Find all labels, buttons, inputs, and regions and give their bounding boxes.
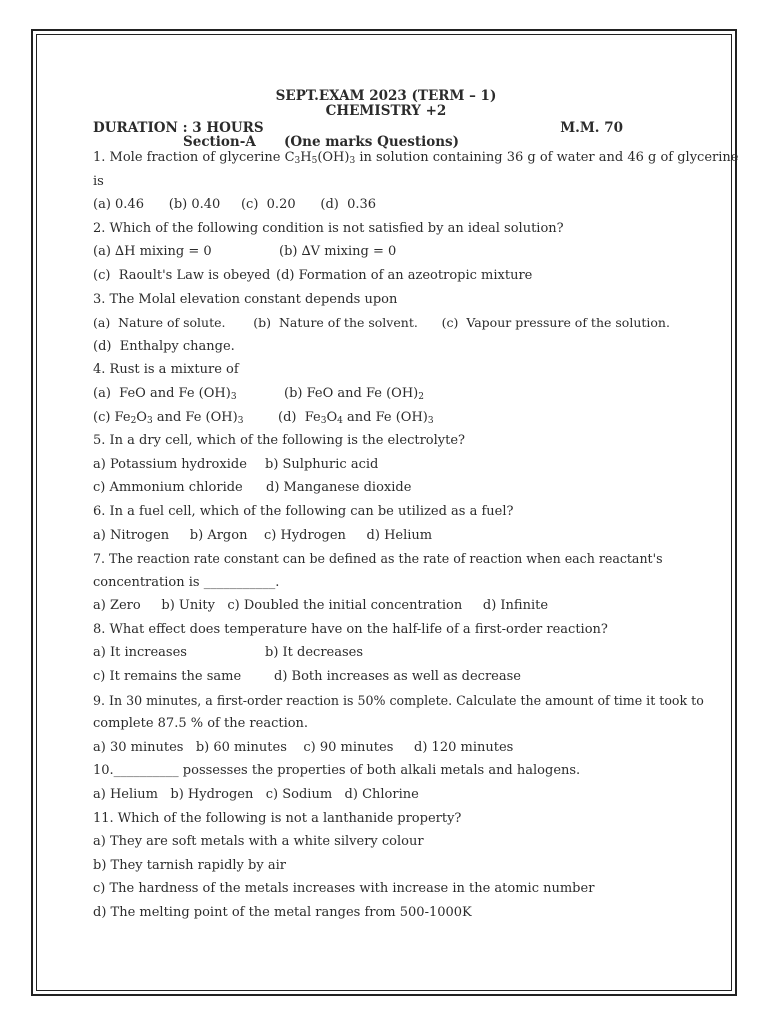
question-11-option-a: a) They are soft metals with a white silvery colour: [93, 834, 424, 850]
q5-option-b: b) Sulphuric acid: [265, 456, 379, 472]
q1-text: (OH): [317, 150, 350, 165]
question-11: 11. Which of the following is not a lanthanide property?: [93, 810, 462, 826]
q4-c-text: O: [136, 409, 147, 425]
q1-text: 1. Mole fraction of glycerine C: [93, 150, 295, 165]
q4-c-sub: 2: [130, 415, 137, 426]
q8-option-d: d) Both increases as well as decrease: [274, 669, 521, 685]
duration: DURATION : 3 HOURS: [93, 120, 264, 136]
q4-d-text: and Fe (OH): [342, 409, 428, 425]
question-7-options: a) Zero b) Unity c) Doubled the initial concentration d) Infinite: [93, 598, 549, 614]
question-3-option-d: (d) Enthalpy change.: [93, 338, 235, 354]
q4-a-sub: 3: [230, 391, 237, 402]
q4-option-d: [278, 410, 434, 425]
q4-option-c: [93, 409, 278, 427]
max-marks: M.M. 70: [560, 120, 623, 136]
question-4-options-ab: [93, 385, 693, 409]
q8-option-b: b) It decreases: [265, 645, 364, 661]
question-10: 10.__________ possesses the properties of both alkali metals and halogens.: [93, 763, 581, 779]
question-10-options: a) Helium b) Hydrogen c) Sodium d) Chlorine: [93, 787, 419, 803]
question-4: 4. Rust is a mixture of: [93, 362, 239, 378]
question-7-cont: concentration is ___________.: [93, 574, 280, 590]
question-9-cont: complete 87.5 % of the reaction.: [93, 716, 309, 732]
q1-sub: 5: [311, 156, 318, 166]
question-list: [93, 149, 739, 928]
q1-text: H: [300, 150, 312, 165]
question-1: [93, 149, 739, 173]
question-11-option-d: d) The melting point of the metal ranges from 500-1000K: [93, 905, 472, 920]
q5-option-d: d) Manganese dioxide: [266, 480, 412, 496]
section-heading: Section-A (One marks Questions): [183, 134, 460, 150]
question-1-cont: is: [93, 173, 104, 189]
question-8: 8. What effect does temperature have on the half-life of a first-order reaction?: [93, 621, 608, 637]
q4-c-sub: 3: [237, 415, 244, 426]
question-6-options: a) Nitrogen b) Argon c) Hydrogen d) Helium: [93, 527, 433, 543]
q4-d-sub: 4: [337, 415, 343, 426]
q2-option-c: (c) Raoult's Law is obeyed: [93, 267, 271, 283]
question-5-options-cd: [93, 479, 693, 503]
question-3: 3. The Molal elevation constant depends upon: [93, 291, 398, 307]
q1-sub: 3: [294, 156, 301, 166]
q2-option-d: (d) Formation of an azeotropic mixture: [276, 267, 533, 283]
question-8-options-cd: [93, 668, 693, 692]
q4-d-sub: 3: [427, 415, 434, 426]
question-11-option-c: c) The hardness of the metals increases with increase in the atomic number: [93, 881, 595, 897]
q8-option-c: c) It remains the same: [93, 669, 242, 685]
q1-sub: 3: [349, 156, 356, 166]
question-5: 5. In a dry cell, which of the following is the electrolyte?: [93, 433, 466, 449]
question-9-options: a) 30 minutes b) 60 minutes c) 90 minutes d) 120 minutes: [93, 739, 514, 755]
question-5-options-ab: [93, 456, 693, 480]
exam-subject: CHEMISTRY +2: [325, 103, 447, 119]
q8-option-a: a) It increases: [93, 645, 187, 661]
exam-title: SEPT.EXAM 2023 (TERM – 1): [275, 88, 497, 104]
q5-option-a: a) Potassium hydroxide: [93, 456, 247, 472]
question-1-options: (a) 0.46 (b) 0.40 (c) 0.20 (d) 0.36: [93, 197, 377, 213]
q4-a-text: (a) FeO and Fe (OH): [93, 385, 231, 401]
q5-option-c: c) Ammonium chloride: [93, 480, 243, 496]
question-4-options-cd: [93, 409, 693, 433]
question-3-options: (a) Nature of solute. (b) Nature of the solvent. (c) Vapour pressure of the solution.: [93, 315, 670, 331]
question-11-option-b: b) They tarnish rapidly by air: [93, 857, 286, 873]
q1-text: in solution containing 36 g of water and 46 g of glycerine: [355, 150, 739, 165]
question-2-options-cd: [93, 267, 693, 291]
q4-option-b: [284, 386, 424, 401]
question-2-options-ab: [93, 243, 693, 267]
q4-d-text: O: [326, 409, 338, 425]
q4-c-text: (c) Fe: [93, 409, 131, 425]
q4-option-a: [93, 385, 284, 403]
q4-d-text: (d) Fe: [278, 409, 321, 425]
q4-b-text: (b) FeO and Fe (OH): [284, 385, 419, 401]
question-9: 9. In 30 minutes, a first-order reaction is 50% complete. Calculate the amount of time it took to: [93, 692, 704, 708]
q4-d-sub: 3: [320, 415, 327, 426]
question-6: 6. In a fuel cell, which of the following can be utilized as a fuel?: [93, 503, 514, 519]
question-2: 2. Which of the following condition is not satisfied by an ideal solution?: [93, 220, 564, 236]
q2-option-a: (a) ∆H mixing = 0: [93, 244, 212, 260]
q4-c-sub: 3: [146, 415, 153, 426]
q4-b-sub: 2: [418, 391, 424, 402]
q4-c-text: and Fe (OH): [152, 409, 238, 425]
q2-option-b: (b) ∆V mixing = 0: [279, 244, 397, 260]
question-8-options-ab: [93, 644, 693, 668]
question-7: 7. The reaction rate constant can be defined as the rate of reaction when each reactant's: [93, 551, 663, 567]
